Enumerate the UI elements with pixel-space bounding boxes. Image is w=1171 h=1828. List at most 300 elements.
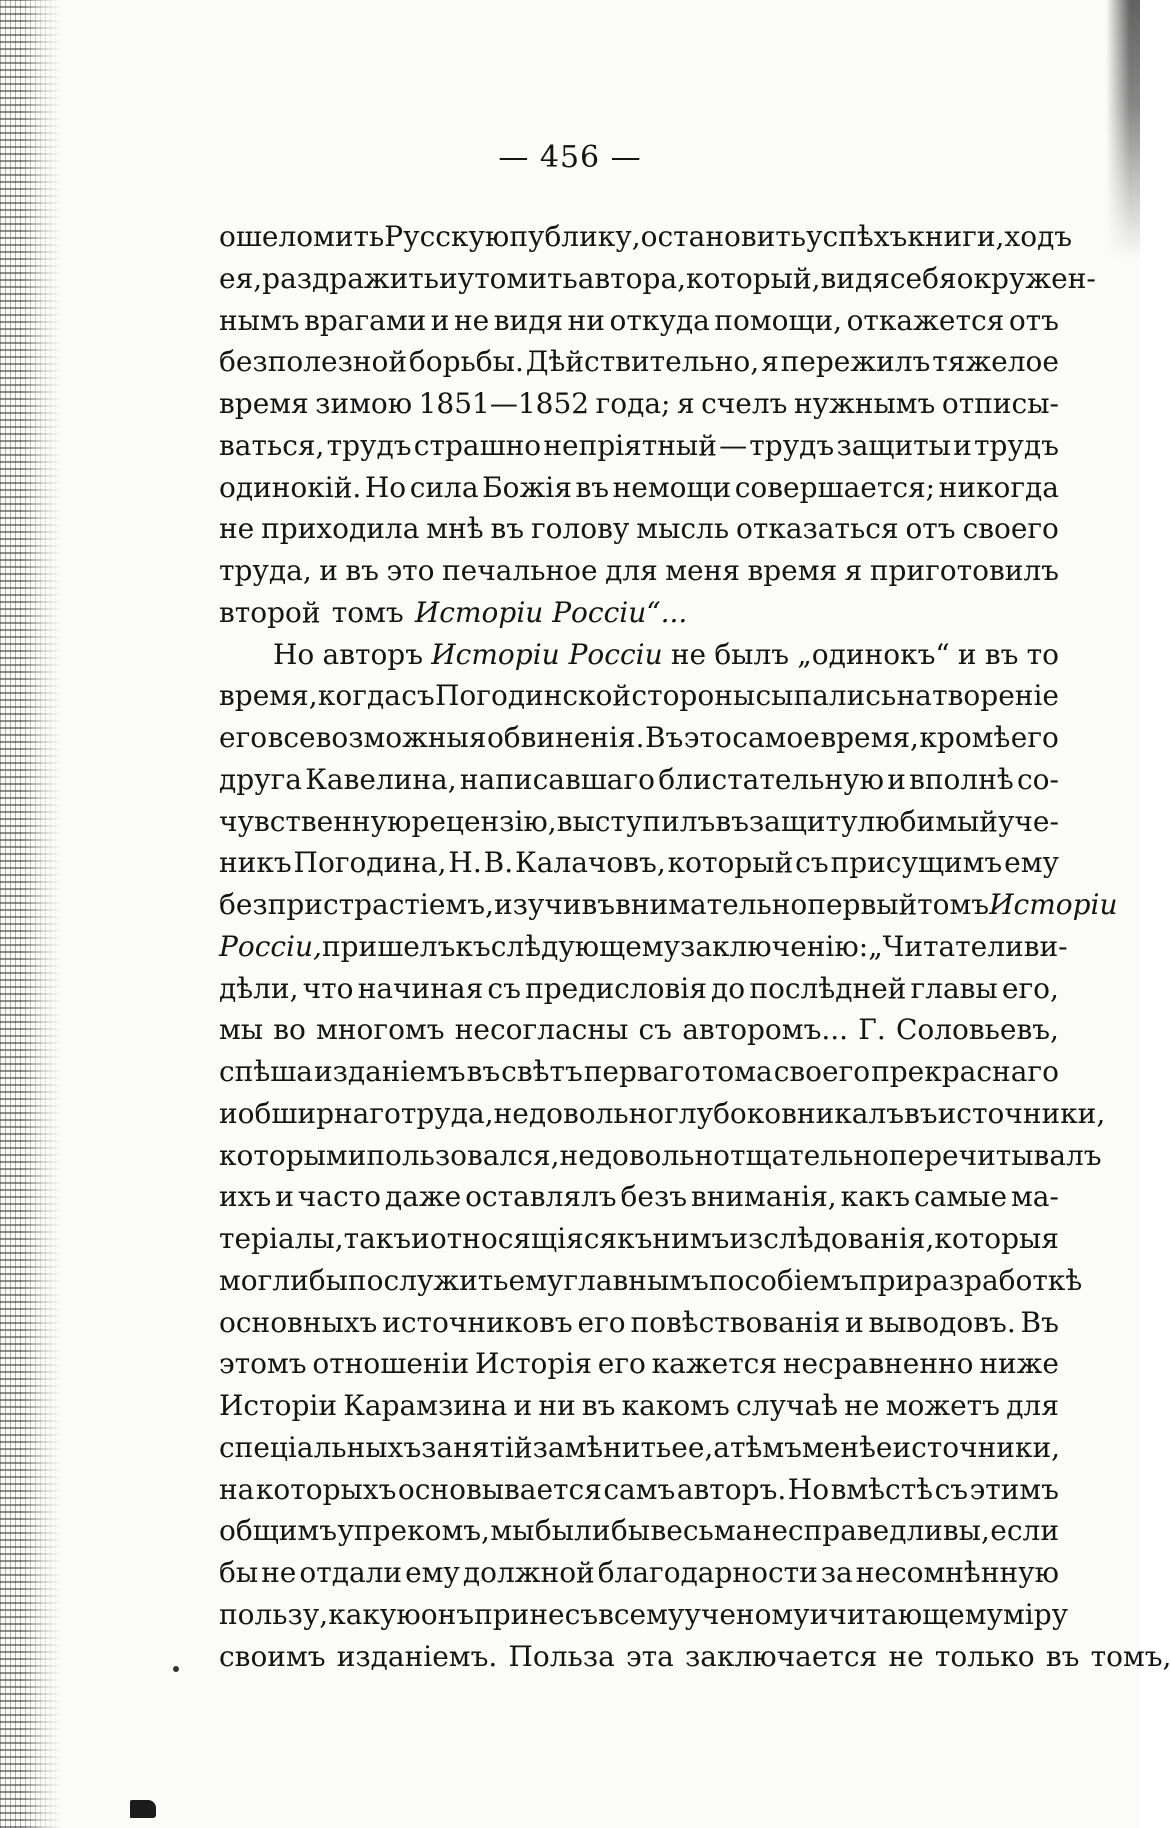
word: Исторіи <box>989 888 1118 921</box>
word: съ <box>934 1472 969 1506</box>
word: обширнаго <box>237 1096 401 1130</box>
word: менѣе <box>801 1430 893 1464</box>
text-line <box>219 634 1059 676</box>
word: которыхъ <box>255 1472 397 1506</box>
text-line <box>219 759 1059 801</box>
word: друга <box>219 762 303 796</box>
word: томъ <box>917 888 990 921</box>
word: основныхъ <box>219 1305 378 1339</box>
text-line <box>219 968 1059 1010</box>
word: довольно <box>528 1096 665 1130</box>
word: благодарности <box>597 1556 818 1589</box>
word: Карамзина <box>343 1389 508 1422</box>
word: блистательную <box>658 762 884 796</box>
word: и <box>275 1180 294 1214</box>
word: обвиненія. <box>486 721 645 754</box>
word: для <box>1006 1389 1059 1422</box>
word: былъ <box>714 637 790 671</box>
word: были <box>534 1514 611 1548</box>
word: тома <box>701 1055 773 1088</box>
word: пережилъ <box>780 345 931 379</box>
word: случаѣ <box>736 1389 839 1422</box>
word: теріалы, <box>219 1222 344 1255</box>
word: можетъ <box>885 1389 1000 1422</box>
word: бы <box>219 1556 259 1589</box>
word: безпристрастіемъ, <box>219 888 494 921</box>
word: весьма <box>650 1514 753 1548</box>
word: печальное <box>442 554 598 587</box>
word: пользовался, <box>366 1138 560 1172</box>
word: Погодинской <box>435 679 632 713</box>
text-line <box>219 300 1059 342</box>
word: и <box>513 1389 533 1422</box>
text-line <box>219 1343 1059 1385</box>
word: уче- <box>997 804 1059 838</box>
word: которыя <box>934 1222 1059 1255</box>
word: вмѣстѣ <box>830 1472 934 1506</box>
word: видя <box>820 261 890 295</box>
word: выводовъ. <box>868 1305 1016 1339</box>
word: трудъ <box>326 428 412 462</box>
word: никогда <box>938 470 1059 504</box>
word: непріятный <box>543 428 717 462</box>
word: многомъ <box>316 1013 445 1047</box>
word: окружен- <box>956 261 1096 295</box>
word: это <box>386 554 435 587</box>
text-line <box>219 1009 1059 1051</box>
word: приготовилъ <box>869 554 1059 587</box>
word: съ <box>638 1013 672 1047</box>
text-line <box>219 675 1059 717</box>
word: повѣствованія <box>630 1305 841 1339</box>
word: авторомъ... <box>682 1013 849 1047</box>
word: одинокій. <box>219 470 362 504</box>
text-line <box>219 1469 1059 1511</box>
word: я <box>676 387 695 420</box>
word: самъ <box>603 1472 676 1506</box>
word: на <box>219 1472 255 1506</box>
word: этимъ <box>969 1472 1059 1506</box>
word: несравненно <box>782 1347 974 1381</box>
word: послужить <box>347 1263 509 1297</box>
word: книги, <box>907 220 1005 253</box>
word: написавшаго <box>459 762 655 796</box>
text-line <box>219 884 1118 926</box>
word: своимъ <box>219 1639 326 1673</box>
word: Кавелина, <box>305 762 457 796</box>
text-line <box>219 508 1059 550</box>
word: Россіи, <box>219 929 322 963</box>
word: врагами <box>304 303 427 337</box>
word: въ <box>715 804 749 838</box>
word: принесъ <box>474 1597 599 1631</box>
text-line <box>219 926 1068 968</box>
word: а <box>713 1430 730 1464</box>
word: занятій <box>421 1430 533 1464</box>
word: 1851—1852 <box>418 387 590 420</box>
word: вполнѣ <box>909 762 1014 796</box>
word: ниже <box>979 1347 1059 1381</box>
word: послѣдней <box>749 971 907 1005</box>
word: немощи <box>612 470 732 504</box>
word: предисловія <box>525 971 707 1005</box>
word: Исторіи Россіи <box>431 637 663 671</box>
word: и <box>319 554 338 587</box>
word: Дѣйствительно, <box>525 345 760 379</box>
word: Калачовъ, <box>515 846 666 880</box>
word: не <box>559 1138 595 1172</box>
text-line <box>219 216 1073 258</box>
word: „Читатели <box>868 929 1024 963</box>
word: рецензію, <box>411 804 557 838</box>
word: спеціальныхъ <box>219 1430 422 1464</box>
word: борьбы. <box>408 345 524 379</box>
word: заключается <box>685 1639 878 1673</box>
word: глубоко <box>664 1096 782 1130</box>
word: ея, <box>219 261 263 295</box>
word: ихъ <box>219 1180 272 1214</box>
word: вникалъ <box>781 1096 905 1130</box>
word: главнымъ <box>563 1263 709 1297</box>
word: эта <box>625 1639 674 1673</box>
word: прекраснаго <box>871 1055 1059 1088</box>
word: откажется <box>846 303 1005 337</box>
word: Исторія <box>474 1347 592 1381</box>
word: замѣнить <box>532 1430 672 1464</box>
text-line <box>219 592 1059 634</box>
word: всему <box>598 1597 685 1631</box>
text-line <box>219 1385 1059 1427</box>
word: утомить <box>457 261 578 295</box>
word: ни <box>567 303 605 337</box>
word: внимательно <box>615 888 808 921</box>
word: какомъ <box>621 1389 730 1422</box>
word: нымъ <box>219 303 300 337</box>
word: Божія <box>482 470 572 504</box>
scan-edge-left <box>0 0 62 1828</box>
word: любимый <box>857 804 998 838</box>
word: къ <box>617 1222 653 1255</box>
word: трудъ <box>749 428 835 462</box>
word: второй <box>219 595 321 629</box>
word: оставлялъ <box>465 1180 617 1214</box>
text-line <box>219 467 1059 509</box>
word: и <box>430 303 450 337</box>
word: меня <box>665 554 740 587</box>
text-line <box>219 1218 1059 1260</box>
word: къ <box>455 929 491 963</box>
word: томъ, <box>1090 1639 1171 1673</box>
word: начиная <box>357 971 484 1005</box>
word: отношеніи <box>312 1347 470 1381</box>
word: спѣша <box>219 1055 313 1088</box>
word: время, <box>820 721 919 754</box>
word: разработкѣ <box>914 1263 1083 1297</box>
word: за <box>820 1556 853 1589</box>
word: перечитывалъ <box>888 1138 1102 1172</box>
page-number: — 456 — <box>498 140 642 175</box>
scan-edge-right <box>1106 0 1140 260</box>
word: самое <box>732 721 820 754</box>
word: всевозможныя <box>267 721 487 754</box>
word: страшно <box>413 428 542 462</box>
word: бы <box>610 1514 651 1548</box>
text-line <box>219 1552 1059 1594</box>
word: не <box>670 637 707 671</box>
text-line <box>219 1093 1106 1135</box>
word: и <box>957 637 977 671</box>
word: съ <box>401 679 435 713</box>
word: мы <box>490 1514 535 1548</box>
word: со- <box>1016 762 1059 796</box>
scan-mark <box>130 1800 156 1818</box>
word: ходъ <box>1004 220 1073 253</box>
word: источники, <box>892 1430 1061 1464</box>
word: трудъ <box>973 428 1059 462</box>
word: источники, <box>937 1096 1106 1130</box>
word: раздражить <box>262 261 440 295</box>
word: только <box>934 1639 1035 1673</box>
word: сыпались <box>755 679 897 713</box>
word: главы <box>910 971 998 1005</box>
word: перваго <box>583 1055 701 1088</box>
word: и <box>219 1096 238 1130</box>
word: въ <box>490 512 525 546</box>
word: при <box>858 1263 915 1297</box>
word: то <box>1026 637 1059 671</box>
word: авторъ. <box>676 1472 787 1506</box>
word: время <box>747 554 838 587</box>
word: въ <box>904 1096 938 1130</box>
word: изслѣдованія, <box>729 1222 935 1255</box>
word: остановить <box>640 220 807 253</box>
word: время <box>219 387 309 420</box>
word: защиты <box>836 428 951 462</box>
word: если <box>990 1514 1059 1548</box>
word: нимъ <box>652 1222 730 1255</box>
word: Польза <box>508 1639 615 1673</box>
word: общимъ <box>219 1514 338 1548</box>
word: кажется <box>651 1347 778 1381</box>
word: Но <box>787 1472 830 1506</box>
word: до <box>711 971 746 1005</box>
word: авторъ <box>322 637 424 671</box>
word: и <box>887 762 906 796</box>
scan-speck <box>173 1666 179 1672</box>
word: мысль <box>636 512 730 546</box>
word: стороны <box>631 679 756 713</box>
word: относящіяся <box>429 1222 618 1255</box>
text-line <box>219 341 1059 383</box>
word: Г. <box>858 1013 886 1047</box>
text-line <box>219 1135 1102 1177</box>
word: тѣмъ <box>730 1430 802 1464</box>
word: даже <box>384 1180 462 1214</box>
word: защиту <box>748 804 858 838</box>
word: несогласны <box>454 1013 629 1047</box>
word: откуда <box>609 303 710 337</box>
word: такъ <box>343 1222 412 1255</box>
word: своего <box>773 1055 871 1088</box>
word: Исторіи <box>219 1389 337 1422</box>
word: отъ <box>1008 303 1059 337</box>
word: Исторіи Россіи“... <box>414 595 688 629</box>
word: тяжелое <box>932 345 1059 379</box>
text-line <box>219 1302 1059 1344</box>
word: ошеломить <box>219 220 385 253</box>
word: въ <box>345 554 379 587</box>
word: несправедливы, <box>752 1514 990 1548</box>
word: и <box>411 1222 430 1255</box>
word: не <box>454 303 490 337</box>
word: В. <box>483 846 514 880</box>
word: не <box>493 1096 529 1130</box>
word: отъ <box>905 512 956 546</box>
word: ее, <box>671 1430 714 1464</box>
text-line <box>219 550 1059 592</box>
word: изданіемъ <box>313 1055 466 1088</box>
word: публику, <box>509 220 641 253</box>
word: зимою <box>315 387 413 420</box>
word: слѣдующему <box>490 929 681 963</box>
word: довольно <box>594 1138 731 1172</box>
word: должной <box>462 1556 595 1589</box>
word: онъ <box>420 1597 475 1631</box>
word: труда, <box>400 1096 494 1130</box>
word: чувственную <box>219 804 412 838</box>
word: на <box>896 679 932 713</box>
word: какъ <box>840 1180 911 1214</box>
word: „одинокъ“ <box>797 637 950 671</box>
word: Соловьевъ, <box>895 1013 1059 1047</box>
word: которыми <box>219 1138 367 1172</box>
word: труда, <box>219 554 312 587</box>
word: бы <box>308 1263 348 1297</box>
word: ему <box>1004 846 1059 880</box>
word: первый <box>807 888 918 921</box>
word: ви- <box>1023 929 1068 963</box>
word: этомъ <box>219 1347 307 1381</box>
word: себя <box>889 261 957 295</box>
word: и <box>953 428 972 462</box>
text-line <box>219 258 1096 300</box>
word: отписы- <box>941 387 1059 420</box>
text-line <box>219 842 1059 884</box>
word: — <box>719 428 748 462</box>
word: ваться, <box>219 428 325 462</box>
text-line <box>219 1427 1059 1469</box>
word: не <box>844 1389 880 1422</box>
word: который, <box>686 261 821 295</box>
text-line <box>219 1051 1059 1093</box>
word: никъ <box>219 846 292 880</box>
word: безъ <box>620 1180 688 1214</box>
text-line <box>219 1510 1059 1552</box>
word: ма- <box>1010 1180 1059 1214</box>
word: Русскую <box>384 220 510 253</box>
word: кромѣ <box>919 721 1011 754</box>
word: пользу, <box>219 1597 329 1631</box>
word: совершается; <box>734 470 936 504</box>
body-text <box>219 216 1171 1677</box>
word: Но <box>364 470 407 504</box>
word: его, <box>1001 971 1059 1005</box>
word: ни <box>538 1389 576 1422</box>
text-line <box>219 1636 1171 1678</box>
word: томъ <box>331 595 404 629</box>
word: Въ <box>1020 1305 1059 1339</box>
word: Въ <box>644 721 684 754</box>
word: ему <box>508 1263 564 1297</box>
word: я <box>761 345 779 379</box>
word: съ <box>487 971 521 1005</box>
word: вниманія, <box>690 1180 837 1214</box>
word: основывается <box>397 1472 602 1506</box>
word: время, <box>219 679 318 713</box>
word: не <box>219 512 255 546</box>
word: могли <box>219 1263 309 1297</box>
word: видя <box>493 303 564 337</box>
word: самые <box>914 1180 1008 1214</box>
word: читающему <box>828 1597 1003 1631</box>
word: несомнѣнную <box>855 1556 1059 1589</box>
word: его <box>577 1305 626 1339</box>
word: въ <box>575 470 610 504</box>
word: Н. <box>448 846 482 880</box>
word: твореніе <box>932 679 1059 713</box>
word: успѣхъ <box>806 220 908 253</box>
word: изучивъ <box>493 888 616 921</box>
word: Погодина, <box>293 846 447 880</box>
word: не <box>261 1556 297 1589</box>
word: въ <box>1045 1639 1080 1673</box>
word: мнѣ <box>426 512 484 546</box>
word: сила <box>409 470 479 504</box>
word: источниковъ <box>382 1305 573 1339</box>
word: и <box>439 261 458 295</box>
word: это <box>683 721 732 754</box>
word: во <box>273 1013 306 1047</box>
text-line <box>219 717 1059 759</box>
word: пособіемъ <box>708 1263 859 1297</box>
word: заключенію: <box>680 929 869 963</box>
word: безполезной <box>219 345 408 379</box>
word: міру <box>1002 1597 1069 1631</box>
word: когда <box>317 679 401 713</box>
word: приходила <box>261 512 420 546</box>
word: его <box>1010 721 1059 754</box>
word: дѣли, <box>219 971 299 1005</box>
word: счелъ <box>701 387 788 420</box>
word: въ <box>466 1055 501 1088</box>
word: автора, <box>577 261 687 295</box>
word: въ <box>581 1389 616 1422</box>
word: что <box>302 971 354 1005</box>
word: ученому <box>684 1597 810 1631</box>
word: своего <box>962 512 1059 546</box>
text-line <box>219 1260 1083 1302</box>
word: свѣтъ <box>501 1055 583 1088</box>
word: года; <box>595 387 671 420</box>
word: отказаться <box>735 512 899 546</box>
word: изданіемъ. <box>336 1639 498 1673</box>
word: ему <box>405 1556 460 1589</box>
word: его <box>597 1347 646 1381</box>
word: отдали <box>299 1556 403 1589</box>
word: упрекомъ, <box>337 1514 490 1548</box>
word: помощи, <box>714 303 843 337</box>
word: присущимъ <box>830 846 1003 880</box>
